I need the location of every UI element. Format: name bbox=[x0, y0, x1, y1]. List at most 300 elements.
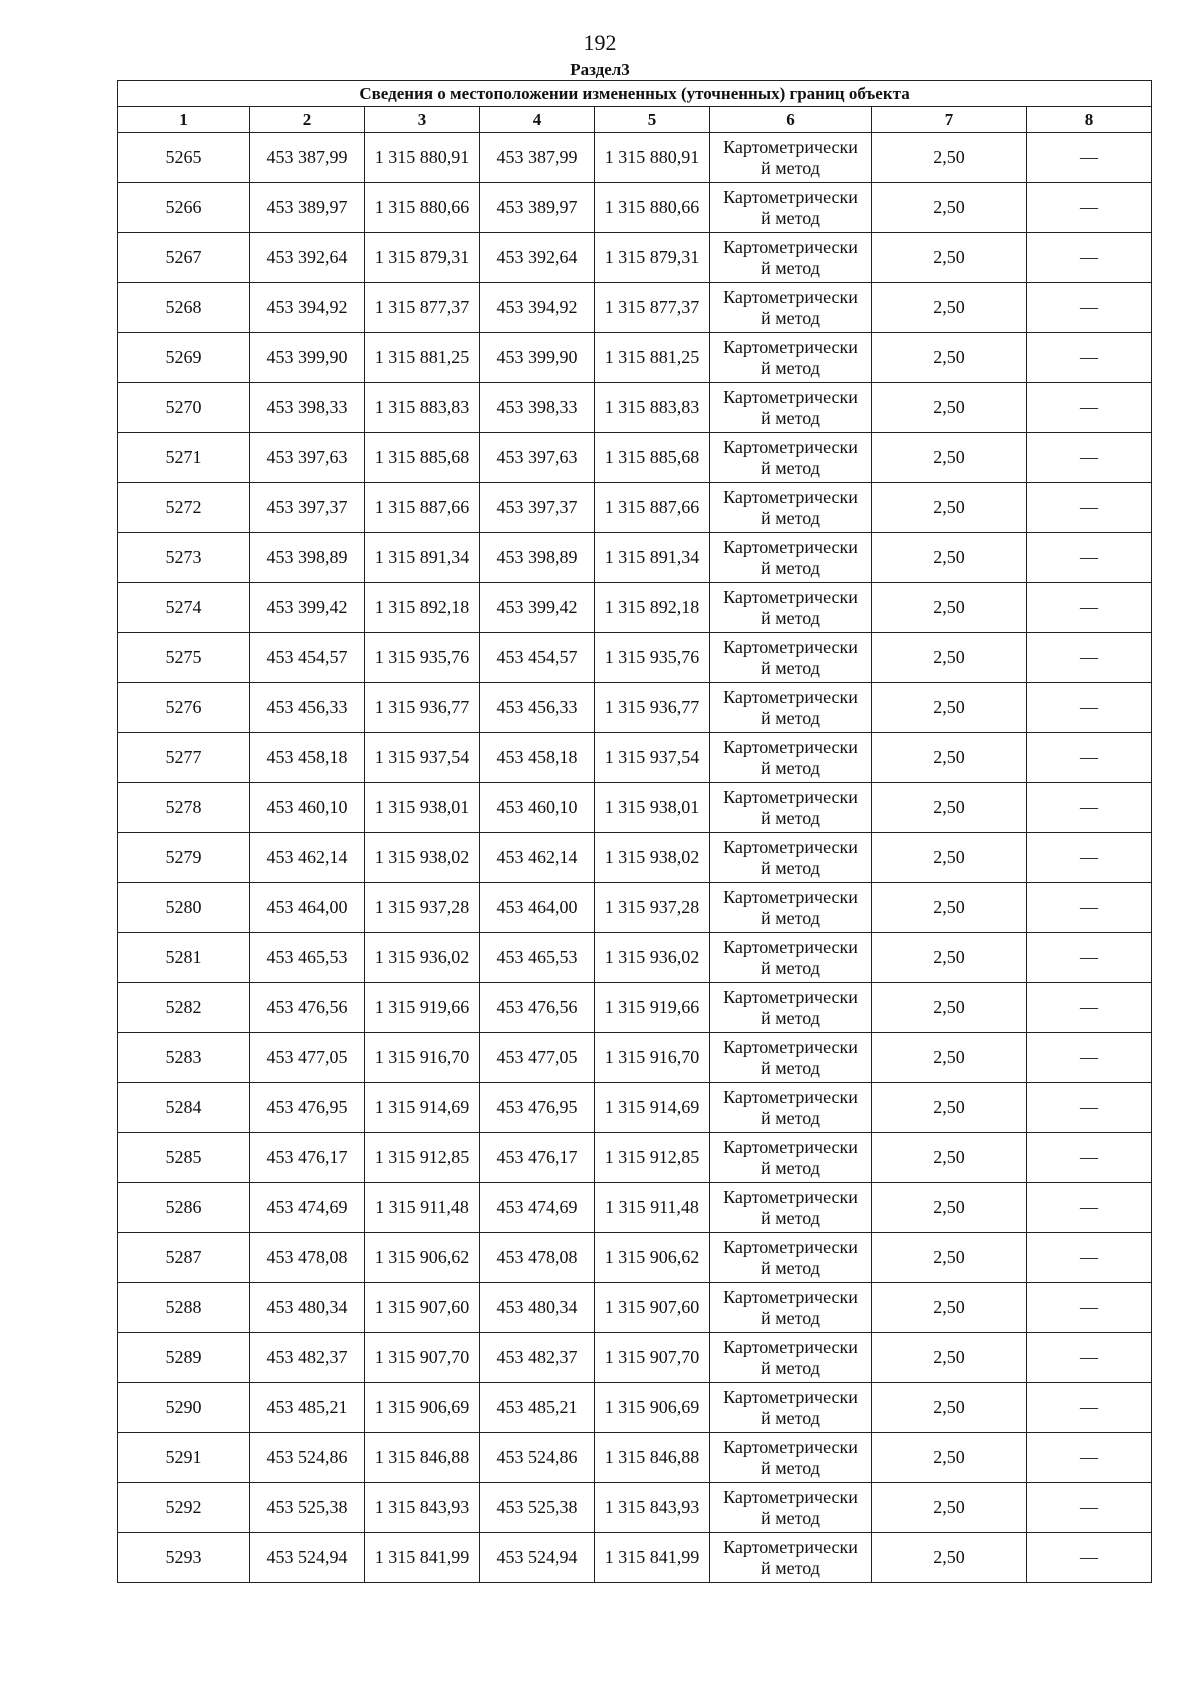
existing-y-cell: 1 315 880,66 bbox=[365, 183, 480, 233]
table-row bbox=[118, 183, 1152, 233]
accuracy-cell: 2,50 bbox=[872, 1033, 1027, 1083]
note-cell: — bbox=[1027, 833, 1152, 883]
refined-x-cell: 453 456,33 bbox=[480, 683, 595, 733]
column-number-6: 6 bbox=[710, 107, 872, 133]
method-line: й метод bbox=[761, 857, 820, 878]
section-label: Раздел3 bbox=[570, 60, 630, 79]
refined-x-cell: 453 399,42 bbox=[480, 583, 595, 633]
refined-x-cell: 453 465,53 bbox=[480, 933, 595, 983]
method-cell bbox=[710, 833, 872, 883]
column-number-5: 5 bbox=[595, 107, 710, 133]
point-number-cell: 5268 bbox=[118, 283, 250, 333]
existing-x-cell: 453 399,90 bbox=[250, 333, 365, 383]
method-line: Картометрически bbox=[723, 1536, 858, 1557]
refined-x-cell: 453 476,95 bbox=[480, 1083, 595, 1133]
existing-y-cell: 1 315 846,88 bbox=[365, 1433, 480, 1483]
refined-y-cell: 1 315 911,48 bbox=[595, 1183, 710, 1233]
method-cell bbox=[710, 1033, 872, 1083]
note-cell: — bbox=[1027, 1133, 1152, 1183]
table-row bbox=[118, 483, 1152, 533]
note-cell: — bbox=[1027, 283, 1152, 333]
existing-y-cell: 1 315 907,60 bbox=[365, 1283, 480, 1333]
existing-y-cell: 1 315 912,85 bbox=[365, 1133, 480, 1183]
accuracy-cell: 2,50 bbox=[872, 733, 1027, 783]
existing-y-cell: 1 315 906,69 bbox=[365, 1383, 480, 1433]
refined-x-cell: 453 477,05 bbox=[480, 1033, 595, 1083]
refined-x-cell: 453 476,56 bbox=[480, 983, 595, 1033]
table-body bbox=[118, 133, 1152, 1583]
table-row bbox=[118, 733, 1152, 783]
refined-x-cell: 453 462,14 bbox=[480, 833, 595, 883]
existing-x-cell: 453 462,14 bbox=[250, 833, 365, 883]
point-number-cell: 5286 bbox=[118, 1183, 250, 1233]
existing-x-cell: 453 476,56 bbox=[250, 983, 365, 1033]
existing-x-cell: 453 389,97 bbox=[250, 183, 365, 233]
method-line: Картометрически bbox=[723, 286, 858, 307]
accuracy-cell: 2,50 bbox=[872, 1533, 1027, 1583]
point-number-cell: 5289 bbox=[118, 1333, 250, 1383]
refined-y-cell: 1 315 936,77 bbox=[595, 683, 710, 733]
method-cell bbox=[710, 1233, 872, 1283]
method-line: й метод bbox=[761, 1307, 820, 1328]
refined-y-cell: 1 315 937,28 bbox=[595, 883, 710, 933]
note-cell: — bbox=[1027, 1533, 1152, 1583]
method-cell bbox=[710, 933, 872, 983]
existing-y-cell: 1 315 919,66 bbox=[365, 983, 480, 1033]
method-cell bbox=[710, 783, 872, 833]
refined-y-cell: 1 315 907,60 bbox=[595, 1283, 710, 1333]
method-line: й метод bbox=[761, 1107, 820, 1128]
refined-y-cell: 1 315 880,66 bbox=[595, 183, 710, 233]
refined-y-cell: 1 315 880,91 bbox=[595, 133, 710, 183]
refined-y-cell: 1 315 879,31 bbox=[595, 233, 710, 283]
method-line: й метод bbox=[761, 607, 820, 628]
method-line: й метод bbox=[761, 1357, 820, 1378]
note-cell: — bbox=[1027, 1033, 1152, 1083]
existing-x-cell: 453 465,53 bbox=[250, 933, 365, 983]
table-row bbox=[118, 1333, 1152, 1383]
accuracy-cell: 2,50 bbox=[872, 633, 1027, 683]
method-line: Картометрически bbox=[723, 336, 858, 357]
existing-x-cell: 453 397,37 bbox=[250, 483, 365, 533]
method-line: й метод bbox=[761, 1207, 820, 1228]
point-number-cell: 5266 bbox=[118, 183, 250, 233]
existing-x-cell: 453 478,08 bbox=[250, 1233, 365, 1283]
table-row bbox=[118, 1233, 1152, 1283]
point-number-cell: 5288 bbox=[118, 1283, 250, 1333]
method-cell bbox=[710, 683, 872, 733]
method-line: й метод bbox=[761, 1007, 820, 1028]
table-row bbox=[118, 383, 1152, 433]
note-cell: — bbox=[1027, 883, 1152, 933]
method-line: Картометрически bbox=[723, 1236, 858, 1257]
method-line: й метод bbox=[761, 1257, 820, 1278]
existing-y-cell: 1 315 879,31 bbox=[365, 233, 480, 283]
column-number-8: 8 bbox=[1027, 107, 1152, 133]
table-row bbox=[118, 583, 1152, 633]
point-number-cell: 5274 bbox=[118, 583, 250, 633]
refined-x-cell: 453 394,92 bbox=[480, 283, 595, 333]
table-caption: Сведения о местоположении измененных (уточненных) границ объекта bbox=[118, 81, 1152, 107]
existing-x-cell: 453 398,89 bbox=[250, 533, 365, 583]
existing-x-cell: 453 476,95 bbox=[250, 1083, 365, 1133]
table-row bbox=[118, 883, 1152, 933]
point-number-cell: 5292 bbox=[118, 1483, 250, 1533]
table-row bbox=[118, 133, 1152, 183]
existing-x-cell: 453 394,92 bbox=[250, 283, 365, 333]
refined-y-cell: 1 315 885,68 bbox=[595, 433, 710, 483]
note-cell: — bbox=[1027, 183, 1152, 233]
method-line: Картометрически bbox=[723, 1136, 858, 1157]
accuracy-cell: 2,50 bbox=[872, 383, 1027, 433]
existing-y-cell: 1 315 907,70 bbox=[365, 1333, 480, 1383]
method-line: Картометрически bbox=[723, 986, 858, 1007]
accuracy-cell: 2,50 bbox=[872, 1133, 1027, 1183]
note-cell: — bbox=[1027, 1083, 1152, 1133]
table-row bbox=[118, 1183, 1152, 1233]
method-cell bbox=[710, 583, 872, 633]
existing-y-cell: 1 315 891,34 bbox=[365, 533, 480, 583]
column-number-4: 4 bbox=[480, 107, 595, 133]
method-line: Картометрически bbox=[723, 1186, 858, 1207]
table-row bbox=[118, 983, 1152, 1033]
refined-y-cell: 1 315 912,85 bbox=[595, 1133, 710, 1183]
refined-x-cell: 453 399,90 bbox=[480, 333, 595, 383]
table-row bbox=[118, 933, 1152, 983]
method-line: й метод bbox=[761, 307, 820, 328]
method-line: й метод bbox=[761, 1507, 820, 1528]
table-row bbox=[118, 1483, 1152, 1533]
accuracy-cell: 2,50 bbox=[872, 483, 1027, 533]
refined-x-cell: 453 485,21 bbox=[480, 1383, 595, 1433]
method-line: й метод bbox=[761, 807, 820, 828]
table-row bbox=[118, 783, 1152, 833]
existing-x-cell: 453 464,00 bbox=[250, 883, 365, 933]
refined-y-cell: 1 315 907,70 bbox=[595, 1333, 710, 1383]
refined-y-cell: 1 315 887,66 bbox=[595, 483, 710, 533]
method-line: й метод bbox=[761, 1157, 820, 1178]
existing-x-cell: 453 525,38 bbox=[250, 1483, 365, 1533]
point-number-cell: 5272 bbox=[118, 483, 250, 533]
note-cell: — bbox=[1027, 383, 1152, 433]
accuracy-cell: 2,50 bbox=[872, 583, 1027, 633]
existing-x-cell: 453 480,34 bbox=[250, 1283, 365, 1333]
accuracy-cell: 2,50 bbox=[872, 283, 1027, 333]
note-cell: — bbox=[1027, 733, 1152, 783]
method-line: Картометрически bbox=[723, 136, 858, 157]
column-number-row bbox=[118, 107, 1152, 133]
table-row bbox=[118, 1133, 1152, 1183]
method-line: й метод bbox=[761, 257, 820, 278]
method-line: й метод bbox=[761, 707, 820, 728]
refined-x-cell: 453 460,10 bbox=[480, 783, 595, 833]
method-line: й метод bbox=[761, 957, 820, 978]
method-line: Картометрически bbox=[723, 786, 858, 807]
accuracy-cell: 2,50 bbox=[872, 1083, 1027, 1133]
method-cell bbox=[710, 1333, 872, 1383]
note-cell: — bbox=[1027, 583, 1152, 633]
existing-y-cell: 1 315 937,28 bbox=[365, 883, 480, 933]
accuracy-cell: 2,50 bbox=[872, 783, 1027, 833]
note-cell: — bbox=[1027, 1483, 1152, 1533]
existing-x-cell: 453 387,99 bbox=[250, 133, 365, 183]
existing-x-cell: 453 477,05 bbox=[250, 1033, 365, 1083]
method-cell bbox=[710, 1483, 872, 1533]
refined-y-cell: 1 315 841,99 bbox=[595, 1533, 710, 1583]
note-cell: — bbox=[1027, 433, 1152, 483]
point-number-cell: 5279 bbox=[118, 833, 250, 883]
refined-x-cell: 453 525,38 bbox=[480, 1483, 595, 1533]
refined-y-cell: 1 315 881,25 bbox=[595, 333, 710, 383]
method-line: Картометрически bbox=[723, 1436, 858, 1457]
point-number-cell: 5285 bbox=[118, 1133, 250, 1183]
note-cell: — bbox=[1027, 1383, 1152, 1433]
existing-x-cell: 453 456,33 bbox=[250, 683, 365, 733]
refined-x-cell: 453 524,94 bbox=[480, 1533, 595, 1583]
accuracy-cell: 2,50 bbox=[872, 1233, 1027, 1283]
refined-x-cell: 453 482,37 bbox=[480, 1333, 595, 1383]
method-cell bbox=[710, 533, 872, 583]
refined-y-cell: 1 315 936,02 bbox=[595, 933, 710, 983]
existing-y-cell: 1 315 906,62 bbox=[365, 1233, 480, 1283]
point-number-cell: 5275 bbox=[118, 633, 250, 683]
point-number-cell: 5283 bbox=[118, 1033, 250, 1083]
refined-x-cell: 453 480,34 bbox=[480, 1283, 595, 1333]
method-line: Картометрически bbox=[723, 486, 858, 507]
table-row bbox=[118, 1383, 1152, 1433]
accuracy-cell: 2,50 bbox=[872, 933, 1027, 983]
existing-y-cell: 1 315 938,02 bbox=[365, 833, 480, 883]
existing-x-cell: 453 454,57 bbox=[250, 633, 365, 683]
method-line: Картометрически bbox=[723, 186, 858, 207]
refined-y-cell: 1 315 935,76 bbox=[595, 633, 710, 683]
table-row bbox=[118, 233, 1152, 283]
point-number-cell: 5267 bbox=[118, 233, 250, 283]
method-line: й метод bbox=[761, 357, 820, 378]
refined-y-cell: 1 315 892,18 bbox=[595, 583, 710, 633]
column-number-7: 7 bbox=[872, 107, 1027, 133]
accuracy-cell: 2,50 bbox=[872, 883, 1027, 933]
note-cell: — bbox=[1027, 683, 1152, 733]
accuracy-cell: 2,50 bbox=[872, 833, 1027, 883]
method-line: й метод bbox=[761, 207, 820, 228]
accuracy-cell: 2,50 bbox=[872, 1433, 1027, 1483]
refined-x-cell: 453 398,89 bbox=[480, 533, 595, 583]
table-row bbox=[118, 1033, 1152, 1083]
existing-y-cell: 1 315 887,66 bbox=[365, 483, 480, 533]
note-cell: — bbox=[1027, 233, 1152, 283]
method-line: й метод bbox=[761, 1557, 820, 1578]
note-cell: — bbox=[1027, 633, 1152, 683]
method-line: Картометрически bbox=[723, 1286, 858, 1307]
column-number-2: 2 bbox=[250, 107, 365, 133]
refined-x-cell: 453 524,86 bbox=[480, 1433, 595, 1483]
method-cell bbox=[710, 1383, 872, 1433]
method-cell bbox=[710, 333, 872, 383]
refined-y-cell: 1 315 843,93 bbox=[595, 1483, 710, 1533]
method-cell bbox=[710, 1433, 872, 1483]
point-number-cell: 5282 bbox=[118, 983, 250, 1033]
note-cell: — bbox=[1027, 483, 1152, 533]
refined-x-cell: 453 464,00 bbox=[480, 883, 595, 933]
table-row bbox=[118, 333, 1152, 383]
method-line: Картометрически bbox=[723, 1336, 858, 1357]
point-number-cell: 5277 bbox=[118, 733, 250, 783]
point-number-cell: 5287 bbox=[118, 1233, 250, 1283]
existing-y-cell: 1 315 892,18 bbox=[365, 583, 480, 633]
accuracy-cell: 2,50 bbox=[872, 983, 1027, 1033]
refined-y-cell: 1 315 938,01 bbox=[595, 783, 710, 833]
method-line: Картометрически bbox=[723, 436, 858, 457]
existing-x-cell: 453 399,42 bbox=[250, 583, 365, 633]
existing-x-cell: 453 458,18 bbox=[250, 733, 365, 783]
existing-x-cell: 453 460,10 bbox=[250, 783, 365, 833]
refined-y-cell: 1 315 883,83 bbox=[595, 383, 710, 433]
point-number-cell: 5276 bbox=[118, 683, 250, 733]
note-cell: — bbox=[1027, 333, 1152, 383]
existing-x-cell: 453 392,64 bbox=[250, 233, 365, 283]
existing-y-cell: 1 315 914,69 bbox=[365, 1083, 480, 1133]
note-cell: — bbox=[1027, 1183, 1152, 1233]
table-row bbox=[118, 1533, 1152, 1583]
refined-x-cell: 453 476,17 bbox=[480, 1133, 595, 1183]
existing-x-cell: 453 398,33 bbox=[250, 383, 365, 433]
method-cell bbox=[710, 983, 872, 1033]
method-line: Картометрически bbox=[723, 686, 858, 707]
note-cell: — bbox=[1027, 983, 1152, 1033]
table-row bbox=[118, 683, 1152, 733]
existing-y-cell: 1 315 880,91 bbox=[365, 133, 480, 183]
method-line: Картометрически bbox=[723, 386, 858, 407]
note-cell: — bbox=[1027, 1333, 1152, 1383]
point-number-cell: 5270 bbox=[118, 383, 250, 433]
method-cell bbox=[710, 1533, 872, 1583]
table-row bbox=[118, 283, 1152, 333]
refined-x-cell: 453 392,64 bbox=[480, 233, 595, 283]
table-row bbox=[118, 1283, 1152, 1333]
column-number-1: 1 bbox=[118, 107, 250, 133]
method-cell bbox=[710, 133, 872, 183]
method-line: й метод bbox=[761, 407, 820, 428]
method-line: й метод bbox=[761, 657, 820, 678]
method-line: Картометрически bbox=[723, 586, 858, 607]
refined-x-cell: 453 389,97 bbox=[480, 183, 595, 233]
point-number-cell: 5273 bbox=[118, 533, 250, 583]
refined-y-cell: 1 315 938,02 bbox=[595, 833, 710, 883]
existing-y-cell: 1 315 877,37 bbox=[365, 283, 480, 333]
table-row bbox=[118, 833, 1152, 883]
point-number-cell: 5269 bbox=[118, 333, 250, 383]
page-number: 192 bbox=[583, 30, 617, 55]
method-line: Картометрически bbox=[723, 1486, 858, 1507]
point-number-cell: 5291 bbox=[118, 1433, 250, 1483]
method-cell bbox=[710, 483, 872, 533]
point-number-cell: 5281 bbox=[118, 933, 250, 983]
existing-y-cell: 1 315 883,83 bbox=[365, 383, 480, 433]
method-line: й метод bbox=[761, 757, 820, 778]
note-cell: — bbox=[1027, 533, 1152, 583]
column-number-3: 3 bbox=[365, 107, 480, 133]
refined-x-cell: 453 474,69 bbox=[480, 1183, 595, 1233]
method-line: Картометрически bbox=[723, 536, 858, 557]
method-line: Картометрически bbox=[723, 1086, 858, 1107]
method-cell bbox=[710, 1133, 872, 1183]
note-cell: — bbox=[1027, 1233, 1152, 1283]
boundary-coordinates-table bbox=[117, 80, 1152, 1583]
accuracy-cell: 2,50 bbox=[872, 1183, 1027, 1233]
method-line: й метод bbox=[761, 907, 820, 928]
accuracy-cell: 2,50 bbox=[872, 233, 1027, 283]
accuracy-cell: 2,50 bbox=[872, 533, 1027, 583]
method-cell bbox=[710, 383, 872, 433]
table-row bbox=[118, 433, 1152, 483]
method-cell bbox=[710, 283, 872, 333]
accuracy-cell: 2,50 bbox=[872, 1283, 1027, 1333]
method-cell bbox=[710, 633, 872, 683]
method-line: Картометрически bbox=[723, 236, 858, 257]
existing-y-cell: 1 315 841,99 bbox=[365, 1533, 480, 1583]
table-row bbox=[118, 1083, 1152, 1133]
method-line: й метод bbox=[761, 507, 820, 528]
refined-x-cell: 453 454,57 bbox=[480, 633, 595, 683]
existing-x-cell: 453 476,17 bbox=[250, 1133, 365, 1183]
method-line: Картометрически bbox=[723, 886, 858, 907]
method-cell bbox=[710, 183, 872, 233]
refined-y-cell: 1 315 919,66 bbox=[595, 983, 710, 1033]
accuracy-cell: 2,50 bbox=[872, 1333, 1027, 1383]
method-cell bbox=[710, 1083, 872, 1133]
method-cell bbox=[710, 1183, 872, 1233]
accuracy-cell: 2,50 bbox=[872, 333, 1027, 383]
existing-y-cell: 1 315 936,77 bbox=[365, 683, 480, 733]
point-number-cell: 5271 bbox=[118, 433, 250, 483]
existing-y-cell: 1 315 935,76 bbox=[365, 633, 480, 683]
existing-x-cell: 453 474,69 bbox=[250, 1183, 365, 1233]
refined-x-cell: 453 397,63 bbox=[480, 433, 595, 483]
accuracy-cell: 2,50 bbox=[872, 183, 1027, 233]
method-cell bbox=[710, 733, 872, 783]
refined-y-cell: 1 315 906,69 bbox=[595, 1383, 710, 1433]
method-line: Картометрически bbox=[723, 936, 858, 957]
accuracy-cell: 2,50 bbox=[872, 133, 1027, 183]
refined-y-cell: 1 315 877,37 bbox=[595, 283, 710, 333]
method-line: й метод bbox=[761, 1457, 820, 1478]
existing-y-cell: 1 315 911,48 bbox=[365, 1183, 480, 1233]
existing-y-cell: 1 315 885,68 bbox=[365, 433, 480, 483]
method-line: й метод bbox=[761, 1407, 820, 1428]
accuracy-cell: 2,50 bbox=[872, 433, 1027, 483]
method-line: й метод bbox=[761, 457, 820, 478]
point-number-cell: 5284 bbox=[118, 1083, 250, 1133]
method-line: Картометрически bbox=[723, 1386, 858, 1407]
note-cell: — bbox=[1027, 783, 1152, 833]
note-cell: — bbox=[1027, 1283, 1152, 1333]
accuracy-cell: 2,50 bbox=[872, 1383, 1027, 1433]
refined-y-cell: 1 315 914,69 bbox=[595, 1083, 710, 1133]
method-cell bbox=[710, 233, 872, 283]
table-row bbox=[118, 1433, 1152, 1483]
point-number-cell: 5293 bbox=[118, 1533, 250, 1583]
note-cell: — bbox=[1027, 133, 1152, 183]
method-line: й метод bbox=[761, 157, 820, 178]
method-line: Картометрически bbox=[723, 636, 858, 657]
point-number-cell: 5278 bbox=[118, 783, 250, 833]
method-line: Картометрически bbox=[723, 836, 858, 857]
existing-x-cell: 453 397,63 bbox=[250, 433, 365, 483]
point-number-cell: 5290 bbox=[118, 1383, 250, 1433]
method-line: Картометрически bbox=[723, 736, 858, 757]
existing-y-cell: 1 315 937,54 bbox=[365, 733, 480, 783]
